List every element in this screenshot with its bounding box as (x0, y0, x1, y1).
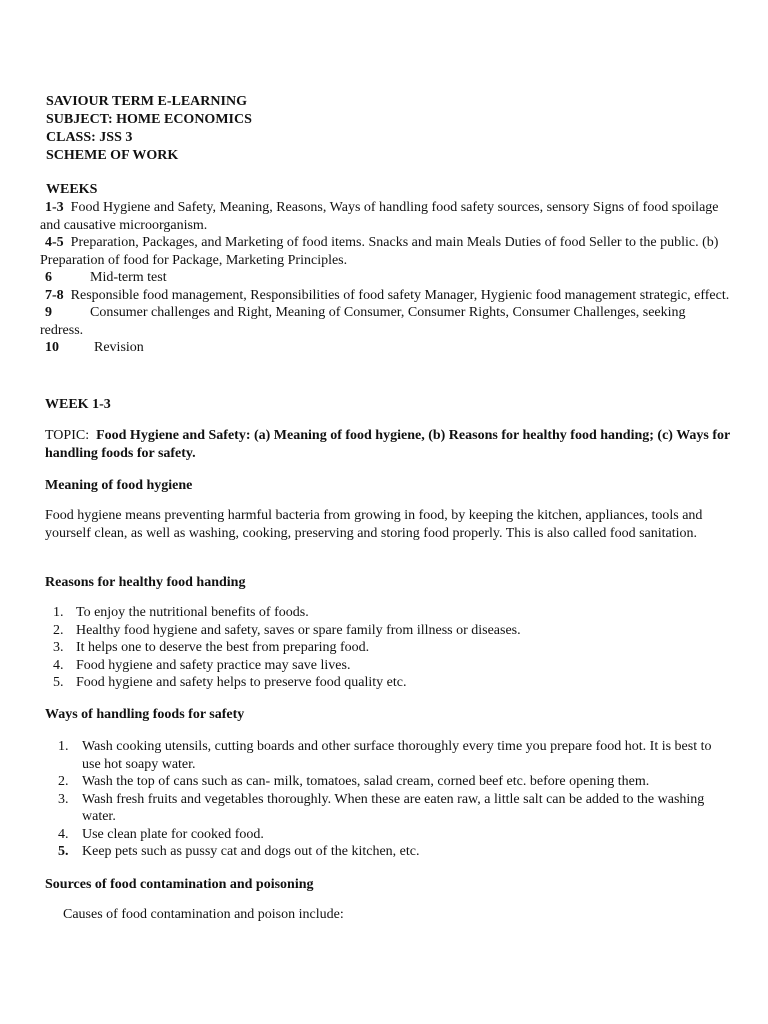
schedule-item (40, 269, 730, 287)
header-subject: SUBJECT: HOME ECONOMICS (46, 112, 252, 127)
reasons-heading: Reasons for healthy food handing (45, 575, 246, 590)
list-text: Wash cooking utensils, cutting boards and other surface thoroughly every time you prepare food hot. It is best to use hot soapy water. (82, 739, 712, 772)
list-item (58, 773, 718, 791)
sources-intro: Causes of food contamination and poison include: (63, 907, 344, 922)
reasons-list (53, 604, 713, 692)
list-text: Keep pets such as pussy cat and dogs out of the kitchen, etc. (82, 844, 420, 859)
schedule-week: 9 (45, 305, 52, 320)
schedule-text: Responsible food management, Responsibilities of food safety Manager, Hygienic food management strategic, effect. (70, 287, 730, 303)
list-number: 4. (53, 657, 64, 673)
schedule-text: Food Hygiene and Safety, Meaning, Reasons, Ways of handling food safety sources, sensory Signs of food spoilage and causative microorganism. (40, 200, 719, 233)
header-school: SAVIOUR TERM E-LEARNING (46, 94, 247, 109)
list-item (58, 738, 718, 773)
list-item (58, 826, 718, 844)
schedule-item (40, 199, 730, 234)
list-number: 5. (58, 844, 69, 859)
schedule-text: Preparation, Packages, and Marketing of food items. Snacks and main Meals Duties of food Seller to the public. (b) Preparation of food for Package, Marketing Principles. (40, 235, 719, 268)
list-text: Food hygiene and safety practice may save lives. (76, 657, 351, 673)
schedule-text: Consumer challenges and Right, Meaning of Consumer, Consumer Rights, Consumer Challenges, seeking redress. (40, 305, 686, 338)
schedule-week: 4-5 (45, 235, 64, 250)
header-scheme: SCHEME OF WORK (46, 148, 179, 163)
schedule-item (40, 339, 730, 357)
list-text: Use clean plate for cooked food. (82, 826, 264, 842)
list-item (53, 604, 713, 622)
schedule-week: 6 (45, 270, 52, 285)
list-item (53, 639, 713, 657)
weeks-title: WEEKS (46, 182, 98, 197)
list-text: Wash fresh fruits and vegetables thoroughly. When these are eaten raw, a little salt can be added to the washing water. (82, 791, 705, 824)
topic (45, 427, 735, 462)
meaning-heading: Meaning of food hygiene (45, 478, 193, 493)
list-item (58, 843, 718, 861)
topic-label: TOPIC: (45, 428, 90, 443)
meaning-paragraph: Food hygiene means preventing harmful bacteria from growing in food, by keeping the kitchen, appliances, tools and yourself clean, as well as washing, cooking, preserving and storing food properly. This is also called food sanitation. (45, 508, 703, 541)
header-class: CLASS: JSS 3 (46, 130, 133, 145)
list-number: 3. (58, 791, 69, 807)
ways-list (58, 738, 718, 861)
list-text: Wash the top of cans such as can- milk, tomatoes, salad cream, corned beef etc. before opening them. (82, 774, 650, 789)
list-number: 2. (53, 622, 64, 638)
schedule-item (40, 234, 730, 269)
list-item (53, 657, 713, 675)
schedule-text: Mid-term test (90, 270, 167, 285)
document-header (46, 93, 252, 165)
ways-heading: Ways of handling foods for safety (45, 707, 245, 722)
list-item (58, 791, 718, 826)
list-number: 1. (53, 605, 64, 620)
list-text: To enjoy the nutritional benefits of foods. (76, 605, 309, 620)
topic-text: Food Hygiene and Safety: (a) Meaning of food hygiene, (b) Reasons for healthy food handing; (c) Ways for handling foods for safety. (45, 428, 731, 461)
list-text: Healthy food hygiene and safety, saves or spare family from illness or diseases. (76, 622, 521, 638)
schedule-item (40, 287, 730, 305)
sources-heading: Sources of food contamination and poisoning (45, 877, 314, 892)
schedule-week: 10 (45, 340, 59, 355)
list-number: 1. (58, 739, 69, 754)
list-text: It helps one to deserve the best from preparing food. (76, 640, 370, 655)
schedule-week: 7-8 (45, 287, 64, 303)
week-heading: WEEK 1-3 (45, 397, 111, 412)
list-number: 3. (53, 640, 64, 655)
list-number: 5. (53, 675, 64, 690)
list-item (53, 674, 713, 692)
list-number: 2. (58, 774, 69, 789)
list-item (53, 622, 713, 640)
schedule-week: 1-3 (45, 200, 64, 215)
list-text: Food hygiene and safety helps to preserve food quality etc. (76, 675, 407, 690)
weeks-schedule (40, 181, 730, 357)
schedule-text: Revision (94, 340, 144, 355)
list-number: 4. (58, 826, 69, 842)
schedule-item (40, 304, 730, 339)
